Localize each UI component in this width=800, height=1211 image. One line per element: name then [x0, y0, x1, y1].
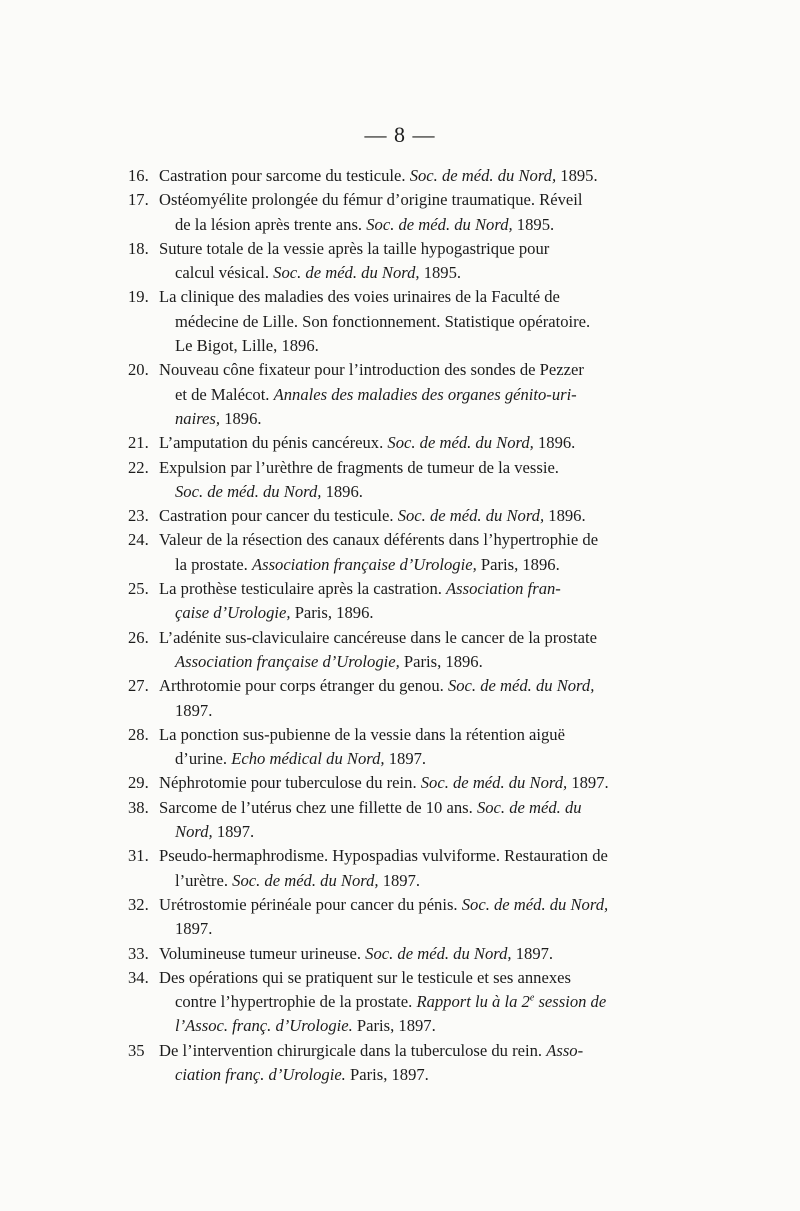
entry-source: Asso- [546, 1040, 584, 1060]
entry-title-cont: médecine de Lille. Son fonctionnement. Statistique opératoire. [175, 311, 591, 331]
entry-title-cont: contre l’hypertrophie de la prostate. [175, 992, 413, 1012]
entry-number: 31. [128, 846, 149, 866]
entry-number: 20. [128, 360, 149, 380]
entry-source: Association française d’Urologie, [175, 651, 400, 671]
entry-number: 32. [128, 894, 149, 914]
entry-superscript: e [529, 992, 535, 1004]
list-item [128, 431, 673, 455]
entry-year: 1896. [224, 408, 262, 428]
entry-year: 1896. [548, 506, 586, 526]
entry-source: Soc. de méd. du Nord, [409, 166, 557, 185]
list-item [128, 358, 673, 431]
list-item [128, 674, 673, 723]
entry-title: Suture totale de la vessie après la taille hypogastrique pour [159, 238, 550, 258]
entry-source: Soc. de méd. du Nord, [366, 214, 513, 234]
list-item [128, 723, 673, 772]
entry-title: Sarcome de l’utérus chez une fillette de 10 ans. [159, 797, 473, 817]
entry-year: 1895. [423, 263, 462, 283]
entry-number: 22. [128, 457, 149, 477]
entry-number: 29. [128, 773, 149, 793]
entry-title: L’adénite sus-claviculaire cancéreuse dans le cancer de la prostate [159, 627, 597, 647]
page-number: — 8 — [364, 122, 436, 147]
entry-source-cont: Nord, [175, 822, 213, 842]
entry-number: 23. [128, 506, 149, 526]
list-item [128, 1039, 673, 1088]
entry-title: La clinique des maladies des voies urinaires de la Faculté de [159, 287, 560, 307]
entry-number: 27. [128, 676, 149, 696]
entry-number: 17. [128, 190, 149, 210]
list-item [128, 164, 673, 188]
entry-year: 1897. [382, 870, 421, 890]
list-item [128, 844, 673, 893]
entry-title: La ponction sus-pubienne de la vessie dans la rétention aiguë [159, 724, 565, 744]
entry-number: 34. [128, 967, 149, 987]
entry-title: Des opérations qui se pratiquent sur le testicule et ses annexes [159, 967, 571, 987]
entry-source: Echo médical du Nord, [231, 749, 385, 769]
entry-year: 1896. [537, 433, 576, 453]
list-item [128, 626, 673, 675]
list-item [128, 577, 673, 626]
entry-source-cont: çaise d’Urologie, [175, 603, 291, 623]
entry-year: Paris, 1897. [350, 1064, 429, 1084]
entry-number: 19. [128, 287, 149, 307]
list-item [128, 796, 673, 845]
entry-number: 33. [128, 943, 149, 963]
entry-year: 1897. [175, 700, 213, 720]
entry-number: 21. [128, 433, 149, 453]
entry-title: La prothèse testiculaire après la castration. [159, 579, 442, 599]
entry-source: Rapport lu à la 2 [416, 992, 530, 1012]
entry-source: Soc. de méd. du Nord, [175, 481, 322, 501]
entry-source: Annales des maladies des organes génito-uri- [273, 384, 577, 404]
entry-title: De l’intervention chirurgicale dans la tuberculose du rein. [159, 1040, 543, 1060]
entry-title-cont: et de Malécot. [175, 384, 270, 404]
entry-number: 26. [128, 627, 149, 647]
entry-number: 38. [128, 797, 149, 817]
entry-year: 1897. [515, 943, 554, 963]
entry-number: 35 [128, 1040, 145, 1060]
entry-title-cont: d’urine. [175, 749, 228, 769]
entry-source: Soc. de méd. du Nord, [273, 263, 420, 283]
list-item [128, 237, 673, 286]
bibliography-list [128, 164, 673, 1087]
list-item [128, 504, 673, 528]
list-item [128, 893, 673, 942]
list-item [128, 942, 673, 966]
entry-source: Soc. de méd. du Nord, [387, 433, 534, 453]
entry-title: Urétrostomie périnéale pour cancer du pénis. [159, 894, 458, 914]
entry-publisher: Le Bigot, Lille, 1896. [175, 336, 319, 356]
entry-title: Valeur de la résection des canaux déférents dans l’hypertrophie de [159, 530, 599, 550]
entry-source: Soc. de méd. du Nord, [461, 894, 609, 914]
entry-source: Association française d’Urologie, [251, 554, 477, 574]
entry-source: Association fran- [446, 579, 561, 599]
entry-title: Néphrotomie pour tuberculose du rein. [159, 773, 417, 793]
entry-source: session de [538, 992, 607, 1012]
entry-year: 1895. [560, 166, 598, 185]
entry-source: Soc. de méd. du Nord, [447, 676, 595, 696]
entry-title-cont: la prostate. [175, 554, 248, 574]
list-item [128, 456, 673, 505]
entry-title-cont: de la lésion après trente ans. [175, 214, 363, 234]
entry-year: 1896. [325, 481, 363, 501]
entry-source: Soc. de méd. du [476, 797, 582, 817]
entry-title: Arthrotomie pour corps étranger du genou. [159, 676, 444, 696]
entry-title: Castration pour cancer du testicule. [159, 506, 394, 526]
entry-source: Soc. de méd. du Nord, [232, 870, 379, 890]
entry-year: 1897. [216, 822, 255, 842]
entry-number: 28. [128, 724, 149, 744]
list-item [128, 771, 673, 795]
entry-year: Paris, 1896. [480, 554, 560, 574]
entry-title-cont: l’urètre. [175, 870, 228, 890]
entry-title: L’amputation du pénis cancéreux. [159, 433, 384, 453]
list-item [128, 528, 673, 577]
entry-title: Pseudo-hermaphrodisme. Hypospadias vulviforme. Restauration de [159, 846, 608, 866]
list-item [128, 285, 673, 358]
entry-year: 1895. [516, 214, 555, 234]
entry-number: 24. [128, 530, 149, 550]
entry-year: 1897. [388, 749, 427, 769]
list-item [128, 188, 673, 237]
entry-year: Paris, 1897. [356, 1016, 436, 1036]
entry-title: Ostéomyélite prolongée du fémur d’origine traumatique. Réveil [159, 190, 583, 210]
entry-year: 1897. [571, 773, 609, 793]
entry-source-cont: l’Assoc. franç. d’Urologie. [175, 1016, 353, 1036]
entry-year: Paris, 1896. [294, 603, 374, 623]
entry-number: 18. [128, 238, 149, 258]
entry-year: 1897. [175, 919, 213, 939]
entry-year: Paris, 1896. [403, 651, 483, 671]
entry-number: 16. [128, 166, 149, 185]
entry-title: Nouveau cône fixateur pour l’introduction des sondes de Pezzer [159, 360, 584, 380]
entry-source-cont: ciation franç. d’Urologie. [175, 1064, 346, 1084]
entry-title-cont: calcul vésical. [175, 263, 269, 283]
entry-title: Castration pour sarcome du testicule. [159, 166, 406, 185]
entry-title: Expulsion par l’urèthre de fragments de tumeur de la vessie. [159, 457, 559, 477]
entry-number: 25. [128, 579, 149, 599]
list-item [128, 966, 673, 1039]
entry-source: Soc. de méd. du Nord, [420, 773, 568, 793]
entry-source: Soc. de méd. du Nord, [397, 506, 545, 526]
entry-source-cont: naires, [175, 408, 221, 428]
entry-title: Volumineuse tumeur urineuse. [159, 943, 362, 963]
entry-source: Soc. de méd. du Nord, [365, 943, 512, 963]
